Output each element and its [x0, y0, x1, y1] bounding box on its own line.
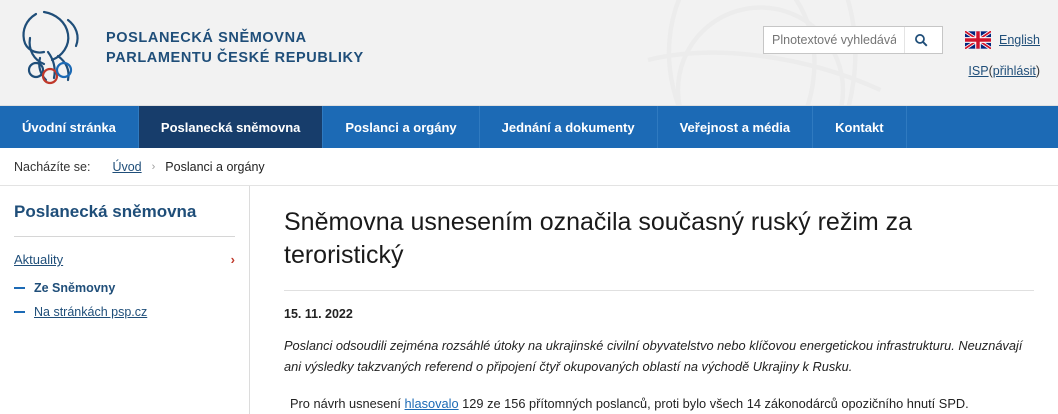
- sidebar: [0, 186, 250, 414]
- sidebar-title: Poslanecká sněmovna: [14, 202, 235, 237]
- isp-login-prefix: (: [988, 64, 993, 78]
- org-line-1: POSLANECKÁ SNĚMOVNA: [106, 30, 307, 46]
- page-title: Sněmovna usnesením označila současný ruský režim za teroristický: [284, 206, 1034, 291]
- article-vote-link[interactable]: hlasovalo: [404, 396, 459, 411]
- article-date: 15. 11. 2022: [284, 307, 353, 321]
- nav-item-poslanecka-snemovna[interactable]: Poslanecká sněmovna: [139, 106, 323, 148]
- breadcrumb-label: Nacházíte se:: [14, 159, 91, 174]
- dash-icon: [14, 287, 25, 289]
- sidebar-subitem-ze-snemovny-label[interactable]: Ze Sněmovny: [34, 281, 116, 295]
- article-perex: Poslanci odsoudili zejména rozsáhlé útoky na ukrajinské civilní obyvatelstvo nebo klíčovou energetickou infrastrukturu. Neuznávají ani výsledky takzvaných referend o připojení čtyř okupovaných oblastí na východě Ukrajiny k Rusku.: [284, 338, 1023, 374]
- article-content: [250, 186, 1058, 414]
- org-line-2: PARLAMENTU ČESKÉ REPUBLIKY: [106, 50, 364, 66]
- isp-login-suffix: ): [1035, 64, 1040, 78]
- search-button[interactable]: [904, 27, 936, 53]
- search-input[interactable]: [764, 27, 904, 53]
- language-link[interactable]: English: [999, 33, 1040, 47]
- search-row: [763, 26, 1040, 54]
- isp-link[interactable]: ISP: [968, 64, 989, 78]
- article-paragraph: [284, 393, 1034, 414]
- breadcrumb: [0, 148, 1058, 186]
- breadcrumb-home-link[interactable]: Úvod: [112, 159, 142, 174]
- site-header: [0, 0, 1058, 106]
- nav-item-uvodni-stranka[interactable]: Úvodní stránka: [0, 106, 139, 148]
- breadcrumb-separator-icon: ›: [151, 160, 156, 173]
- body-wrapper: [0, 186, 1058, 414]
- isp-row: [763, 64, 1040, 78]
- header-utilities: [763, 26, 1040, 78]
- sidebar-item-aktuality[interactable]: [14, 249, 235, 276]
- nav-item-poslanci-a-organy[interactable]: Poslanci a orgány: [323, 106, 479, 148]
- article-paragraph-part-1: Pro návrh usnesení: [290, 396, 405, 411]
- main-navigation: [0, 106, 1058, 148]
- search-icon: [914, 33, 928, 47]
- article-paragraph-part-2: 129 ze 156 přítomných poslanců, proti bylo všech 14 zákonodárců opozičního hnutí SPD.: [458, 396, 969, 411]
- sidebar-subitem-ze-snemovny[interactable]: [14, 276, 235, 300]
- isp-login-link[interactable]: přihlásit: [992, 64, 1036, 78]
- sidebar-subitem-na-strankach-psp-label[interactable]: Na stránkách psp.cz: [34, 305, 148, 319]
- organization-name: [106, 28, 364, 68]
- breadcrumb-current: Poslanci a orgány: [165, 159, 265, 174]
- sidebar-item-aktuality-label[interactable]: Aktuality: [14, 252, 64, 267]
- nav-item-kontakt[interactable]: Kontakt: [813, 106, 906, 148]
- czech-lion-crest-icon: [14, 8, 88, 88]
- uk-flag-icon[interactable]: [965, 31, 991, 49]
- search-box[interactable]: [763, 26, 943, 54]
- site-logo[interactable]: [14, 8, 364, 88]
- nav-item-verejnost-a-media[interactable]: Veřejnost a média: [658, 106, 814, 148]
- chevron-right-icon: ›: [230, 252, 235, 267]
- nav-item-jednani-a-dokumenty[interactable]: Jednání a dokumenty: [480, 106, 658, 148]
- dash-icon: [14, 311, 25, 313]
- sidebar-subitem-na-strankach-psp[interactable]: [14, 300, 235, 324]
